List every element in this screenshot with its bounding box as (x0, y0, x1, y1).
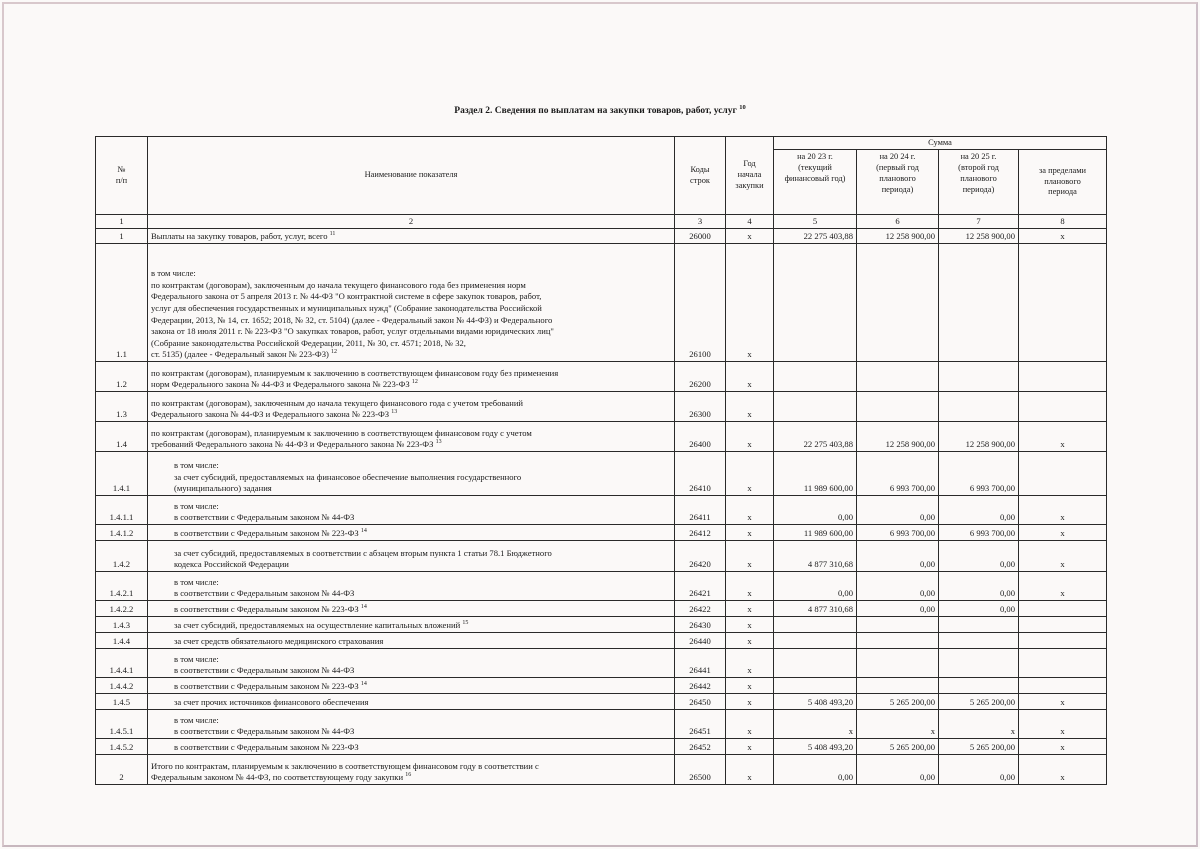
table-row (96, 229, 1107, 244)
value-second-plan-year: 0,00 (939, 601, 1019, 617)
row-code: 26450 (675, 694, 726, 710)
row-code: 26442 (675, 678, 726, 694)
row-year: x (726, 244, 774, 362)
row-code: 26452 (675, 739, 726, 755)
footnote-ref: 15 (462, 620, 469, 627)
table-row (96, 392, 1107, 422)
row-number: 1.4.3 (96, 617, 148, 633)
row-number: 1.4.1.2 (96, 525, 148, 541)
row-name: по контрактам (договорам), планируемым к заключению в соответствующем финансовом году без применения норм Федерального закона № 44-ФЗ и Федерального закона № 223-ФЗ $^{12}$ (148, 362, 675, 392)
row-code: 26422 (675, 601, 726, 617)
row-name: по контрактам (договорам), заключенным до начала текущего финансового года с учетом требований Федерального закона № 44-ФЗ и Федерального закона № 223-ФЗ $^{13}$ (148, 392, 675, 422)
row-name: по контрактам (договорам), планируемым к заключению в соответствующем финансовом году с учетом требований Федерального закона № 44-ФЗ и Федерального закона № 223-ФЗ $^{13}$ (148, 422, 675, 452)
row-name: за счет средств обязательного медицинского страхования (148, 633, 675, 649)
col-number: 7 (939, 215, 1019, 229)
value-beyond-plan: x (1019, 496, 1107, 525)
value-beyond-plan: x (1019, 755, 1107, 785)
table-row (96, 739, 1107, 755)
value-first-plan-year: x (857, 710, 939, 739)
table-row (96, 525, 1107, 541)
value-second-plan-year: 5 265 200,00 (939, 694, 1019, 710)
value-first-plan-year (857, 244, 939, 362)
table-row (96, 710, 1107, 739)
table-row (96, 678, 1107, 694)
table-row (96, 694, 1107, 710)
row-year: x (726, 525, 774, 541)
value-beyond-plan: x (1019, 694, 1107, 710)
row-code: 26400 (675, 422, 726, 452)
row-number: 1.4.4.2 (96, 678, 148, 694)
row-name: в том числе: по контрактам (договорам), заключенным до начала текущего финансового года без применения норм Федерального закона от 5 апреля 2013 г. № 44-ФЗ "О контрактной системе в сфере закупок товаров, работ, услуг для обеспечения государственных и муниципальных нужд" (Собрание законодательства Российской Федерации, 2013, № 14, ст. 1652; 2018, № 32, ст. 5104) (далее - Федеральный закон № 44-ФЗ) и Федерального закона от 18 июля 2011 г. № 223-ФЗ "О закупках товаров, работ, услуг отдельными видами юридических лиц" (Собрание законодательства Российской Федерации, 2011, № 30, ст. 4571; 2018, № 32, ст. 5135) (далее - Федеральный закон № 223-ФЗ) $^{12}$ (148, 244, 675, 362)
row-year: x (726, 694, 774, 710)
row-name: в том числе: в соответствии с Федеральным законом № 44-ФЗ (148, 710, 675, 739)
row-number: 1.2 (96, 362, 148, 392)
row-code: 26000 (675, 229, 726, 244)
value-beyond-plan: x (1019, 710, 1107, 739)
value-beyond-plan (1019, 362, 1107, 392)
value-current-year: 11 989 600,00 (774, 525, 857, 541)
col-number: 4 (726, 215, 774, 229)
value-first-plan-year (857, 649, 939, 678)
row-number: 1.3 (96, 392, 148, 422)
row-code: 26430 (675, 617, 726, 633)
row-year: x (726, 678, 774, 694)
row-name: в соответствии с Федеральным законом № 223-ФЗ $^{14}$ (148, 601, 675, 617)
value-second-plan-year: 12 258 900,00 (939, 229, 1019, 244)
footnote-ref: 14 (360, 528, 367, 535)
row-name: в соответствии с Федеральным законом № 223-ФЗ (148, 739, 675, 755)
table-row (96, 601, 1107, 617)
row-code: 26420 (675, 541, 726, 572)
row-name: в соответствии с Федеральным законом № 223-ФЗ $^{14}$ (148, 525, 675, 541)
value-beyond-plan (1019, 633, 1107, 649)
value-first-plan-year (857, 362, 939, 392)
value-second-plan-year: 12 258 900,00 (939, 422, 1019, 452)
row-year: x (726, 452, 774, 496)
value-beyond-plan: x (1019, 572, 1107, 601)
footnote-ref: 11 (329, 231, 336, 238)
value-beyond-plan (1019, 601, 1107, 617)
value-current-year: 0,00 (774, 755, 857, 785)
section-title-footnote: 10 (739, 103, 746, 111)
value-current-year (774, 617, 857, 633)
row-name: Итого по контрактам, планируемым к заключению в соответствующем финансовом году в соответствии с Федеральным законом № 44-ФЗ, по соответствующему году закупки $^{16}$ (148, 755, 675, 785)
value-beyond-plan: x (1019, 229, 1107, 244)
value-current-year: 4 877 310,68 (774, 601, 857, 617)
row-code: 26500 (675, 755, 726, 785)
header-col6: на 20 24 г. (первый год планового периода) (857, 150, 939, 215)
row-number: 1.4.2.2 (96, 601, 148, 617)
value-current-year (774, 633, 857, 649)
value-current-year (774, 649, 857, 678)
row-year: x (726, 392, 774, 422)
section-title (0, 103, 1200, 116)
value-second-plan-year (939, 617, 1019, 633)
value-beyond-plan: x (1019, 525, 1107, 541)
row-code: 26100 (675, 244, 726, 362)
footnote-ref: 13 (391, 409, 398, 416)
value-current-year: 22 275 403,88 (774, 422, 857, 452)
row-number: 1.4.2 (96, 541, 148, 572)
row-name: в том числе: за счет субсидий, предоставляемых на финансовое обеспечение выполнения государственного (муниципального) задания (148, 452, 675, 496)
row-code: 26411 (675, 496, 726, 525)
value-beyond-plan (1019, 617, 1107, 633)
row-number: 2 (96, 755, 148, 785)
value-first-plan-year: 0,00 (857, 755, 939, 785)
row-year: x (726, 617, 774, 633)
payments-table (95, 136, 1107, 785)
value-current-year: 5 408 493,20 (774, 739, 857, 755)
footnote-ref: 14 (360, 681, 367, 688)
value-first-plan-year: 0,00 (857, 496, 939, 525)
value-beyond-plan: x (1019, 739, 1107, 755)
row-code: 26200 (675, 362, 726, 392)
value-current-year: 5 408 493,20 (774, 694, 857, 710)
value-second-plan-year: 0,00 (939, 755, 1019, 785)
header-col7: на 20 25 г. (второй год планового периода) (939, 150, 1019, 215)
row-year: x (726, 710, 774, 739)
row-year: x (726, 649, 774, 678)
row-name: в соответствии с Федеральным законом № 223-ФЗ $^{14}$ (148, 678, 675, 694)
value-current-year (774, 392, 857, 422)
row-name: в том числе: в соответствии с Федеральным законом № 44-ФЗ (148, 496, 675, 525)
value-beyond-plan (1019, 244, 1107, 362)
value-second-plan-year (939, 633, 1019, 649)
row-year: x (726, 739, 774, 755)
footnote-ref: 12 (411, 379, 418, 386)
row-name: в том числе: в соответствии с Федеральным законом № 44-ФЗ (148, 572, 675, 601)
table-row (96, 633, 1107, 649)
col-number: 2 (148, 215, 675, 229)
value-second-plan-year: 0,00 (939, 541, 1019, 572)
value-current-year: 4 877 310,68 (774, 541, 857, 572)
table-row (96, 452, 1107, 496)
value-first-plan-year: 6 993 700,00 (857, 452, 939, 496)
value-first-plan-year: 6 993 700,00 (857, 525, 939, 541)
col-number: 3 (675, 215, 726, 229)
row-year: x (726, 496, 774, 525)
value-current-year: 22 275 403,88 (774, 229, 857, 244)
table-row (96, 362, 1107, 392)
row-year: x (726, 601, 774, 617)
row-name: за счет субсидий, предоставляемых на осуществление капитальных вложений $^{15}$ (148, 617, 675, 633)
footnote-ref: 16 (405, 772, 412, 779)
value-current-year (774, 362, 857, 392)
footnote-ref: 13 (435, 439, 442, 446)
row-number: 1.4.2.1 (96, 572, 148, 601)
column-number-row (96, 215, 1107, 229)
value-first-plan-year: 12 258 900,00 (857, 422, 939, 452)
row-code: 26451 (675, 710, 726, 739)
row-year: x (726, 633, 774, 649)
footnote-ref: 14 (360, 604, 367, 611)
value-first-plan-year: 5 265 200,00 (857, 739, 939, 755)
value-beyond-plan: x (1019, 422, 1107, 452)
value-current-year (774, 244, 857, 362)
value-second-plan-year: 0,00 (939, 572, 1019, 601)
value-second-plan-year (939, 649, 1019, 678)
table-row (96, 422, 1107, 452)
table-row (96, 541, 1107, 572)
row-number: 1.4.5 (96, 694, 148, 710)
col-number: 1 (96, 215, 148, 229)
row-year: x (726, 362, 774, 392)
col-number: 6 (857, 215, 939, 229)
footnote-ref: 12 (331, 349, 338, 356)
row-code: 26440 (675, 633, 726, 649)
value-beyond-plan: x (1019, 541, 1107, 572)
table-row (96, 649, 1107, 678)
row-code: 26421 (675, 572, 726, 601)
table-row (96, 572, 1107, 601)
value-first-plan-year (857, 392, 939, 422)
row-code: 26410 (675, 452, 726, 496)
value-first-plan-year (857, 678, 939, 694)
row-name: за счет прочих источников финансового обеспечения (148, 694, 675, 710)
value-beyond-plan (1019, 678, 1107, 694)
header-num: № п/п (96, 137, 148, 215)
value-second-plan-year (939, 678, 1019, 694)
value-current-year: 0,00 (774, 496, 857, 525)
value-beyond-plan (1019, 392, 1107, 422)
col-number: 5 (774, 215, 857, 229)
value-current-year: 11 989 600,00 (774, 452, 857, 496)
value-first-plan-year: 12 258 900,00 (857, 229, 939, 244)
value-second-plan-year: 6 993 700,00 (939, 452, 1019, 496)
col-number: 8 (1019, 215, 1107, 229)
value-beyond-plan (1019, 452, 1107, 496)
header-col8: за пределами планового периода (1019, 150, 1107, 215)
row-name: за счет субсидий, предоставляемых в соответствии с абзацем вторым пункта 1 статьи 78.1 Бюджетного кодекса Российской Федерации (148, 541, 675, 572)
row-number: 1.4.1 (96, 452, 148, 496)
value-first-plan-year (857, 617, 939, 633)
value-second-plan-year: 6 993 700,00 (939, 525, 1019, 541)
row-year: x (726, 541, 774, 572)
row-code: 26441 (675, 649, 726, 678)
value-second-plan-year (939, 244, 1019, 362)
table-row (96, 755, 1107, 785)
value-current-year: x (774, 710, 857, 739)
row-code: 26412 (675, 525, 726, 541)
table-row (96, 244, 1107, 362)
row-name: в том числе: в соответствии с Федеральным законом № 44-ФЗ (148, 649, 675, 678)
row-year: x (726, 422, 774, 452)
header-code: Коды строк (675, 137, 726, 215)
value-beyond-plan (1019, 649, 1107, 678)
section-title-text: Раздел 2. Сведения по выплатам на закупки товаров, работ, услуг (454, 106, 737, 116)
header-name: Наименование показателя (148, 137, 675, 215)
row-name: Выплаты на закупку товаров, работ, услуг, всего $^{11}$ (148, 229, 675, 244)
value-current-year (774, 678, 857, 694)
row-number: 1.4.1.1 (96, 496, 148, 525)
value-first-plan-year: 5 265 200,00 (857, 694, 939, 710)
table-row (96, 617, 1107, 633)
row-code: 26300 (675, 392, 726, 422)
row-number: 1.4.4 (96, 633, 148, 649)
header-sum: Сумма (774, 137, 1107, 150)
value-first-plan-year: 0,00 (857, 572, 939, 601)
value-first-plan-year (857, 633, 939, 649)
value-second-plan-year: x (939, 710, 1019, 739)
value-second-plan-year: 0,00 (939, 496, 1019, 525)
row-number: 1.4.5.2 (96, 739, 148, 755)
row-year: x (726, 755, 774, 785)
header-col5: на 20 23 г. (текущий финансовый год) (774, 150, 857, 215)
row-number: 1.4.4.1 (96, 649, 148, 678)
row-year: x (726, 572, 774, 601)
value-current-year: 0,00 (774, 572, 857, 601)
row-year: x (726, 229, 774, 244)
table-row (96, 496, 1107, 525)
row-number: 1.4.5.1 (96, 710, 148, 739)
row-number: 1.1 (96, 244, 148, 362)
row-number: 1 (96, 229, 148, 244)
value-second-plan-year (939, 362, 1019, 392)
row-number: 1.4 (96, 422, 148, 452)
value-second-plan-year (939, 392, 1019, 422)
header-year: Год начала закупки (726, 137, 774, 215)
value-first-plan-year: 0,00 (857, 541, 939, 572)
value-second-plan-year: 5 265 200,00 (939, 739, 1019, 755)
value-first-plan-year: 0,00 (857, 601, 939, 617)
